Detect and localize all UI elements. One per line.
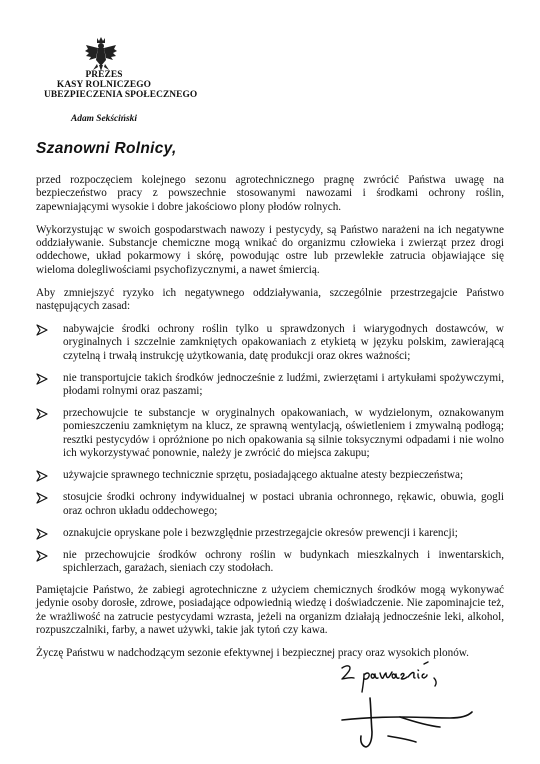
rule-text: stosujcie środki ochrony indywidualnej w postaci ubrania ochronnego, rękawic, obuwia, gogli oraz ochron układu oddechowego; xyxy=(63,491,504,517)
rule-text: nie transportujcie takich środków jednocześnie z ludźmi, zwierzętami i artykułami spożywczymi, płodami rolnymi oraz paszami; xyxy=(63,371,504,398)
arrow-bullet-icon xyxy=(36,324,48,336)
arrow-bullet-icon xyxy=(36,528,48,540)
letterhead xyxy=(44,70,198,126)
eagle-emblem-icon xyxy=(84,36,118,72)
rule-text: oznakujcie opryskane pole i bezwzględnie przestrzegajcie okresów prewencji i karencji; xyxy=(63,526,458,539)
list-item xyxy=(36,491,504,518)
salutation: Szanowni Rolnicy, xyxy=(36,140,177,157)
rule-text: używajcie sprawnego technicznie sprzętu, posiadającego aktualne atesty bezpieczeństwa; xyxy=(63,469,464,482)
list-item xyxy=(36,407,504,461)
list-item xyxy=(36,549,504,576)
letter-body xyxy=(36,174,504,670)
list-item xyxy=(36,323,504,363)
arrow-bullet-icon xyxy=(36,373,48,385)
paragraph-closing: Życzę Państwu w nadchodzącym sezonie efektywnej i bezpiecznej pracy oraz wysokich plonów. xyxy=(36,647,469,660)
paragraph-reminder: Pamiętajcie Państwo, że zabiegi agrotechniczne z użyciem chemicznych środków mogą wykonywać jedynie osoby dorosłe, zdrowe, posiadające odpowiednią wiedzę i doświadczenie. Nie zapominajcie też, że wrażliwość na zatrucie pestycydami wzrasta, jeżeli na organizm działają jednocześnie leki, alkohol, rozpuszczalniki, farby, a nawet używki, takie jak tytoń czy kawa. xyxy=(36,584,504,637)
list-item xyxy=(36,372,504,399)
letterhead-institution-line1: KASY ROLNICZEGO xyxy=(56,80,152,90)
rule-text: nie przechowujcie środków ochrony roślin w budynkach mieszkalnych i inwentarskich, spichlerzach, garażach, sieniach czy stodołach. xyxy=(63,548,504,575)
signature-scribble xyxy=(340,694,500,754)
rules-list xyxy=(36,323,504,576)
paragraph-exposure: Wykorzystując w swoich gospodarstwach nawozy i pestycydy, są Państwo narażeni na ich negatywne oddziaływanie. Substancje chemiczne mogą wnikać do organizmu człowieka i zwierząt przez drogi oddechowe, układ pokarmowy i skórę, powodując ostre lub przewlekłe zatrucia objawiające się wieloma dolegliwościami psychofizycznymi, a nawet śmiercią. xyxy=(36,223,504,276)
rule-text: przechowujcie te substancje w oryginalnych opakowaniach, w wydzielonym, oznakowanym pomieszczeniu zamkniętym na klucz, ze sprawną wentylacją, oświetleniem i zmywalną podłogą; resztki pestycydów i opróżnione po nich opakowania są silnie toksycznymi odpadami i nie wolno ich wykorzystywać ponownie, należy je zwrócić do miejsca zakupu; xyxy=(63,407,504,460)
arrow-bullet-icon xyxy=(36,550,48,562)
letterhead-institution-line2: UBEZPIECZENIA SPOŁECZNEGO xyxy=(44,90,198,100)
arrow-bullet-icon xyxy=(36,492,48,504)
arrow-bullet-icon xyxy=(36,470,48,482)
letterhead-name: Adam Sekściński xyxy=(71,114,137,124)
paragraph-intro: przed rozpoczęciem kolejnego sezonu agrotechnicznego pragnę zwrócić Państwa uwagę na bezpieczeństwo pracy z powszechnie stosowanymi nawozami i środkami ochrony roślin, zapewniającymi wysokie i dobre jakościowo plony płodów rolnych. xyxy=(36,174,504,213)
rule-text: nabywajcie środki ochrony roślin tylko u sprawdzonych i wiarygodnych dostawców, w oryginalnych i szczelnie zamkniętych opakowaniach z etykietą w języku polskim, zawierającą czytelną i trwałą instrukcję użytkowania, datę produkcji oraz okres ważności; xyxy=(63,322,504,362)
arrow-bullet-icon xyxy=(36,408,48,420)
list-item xyxy=(36,527,504,540)
letterhead-title: PREZES xyxy=(85,70,123,80)
paragraph-rules-lead: Aby zmniejszyć ryzyko ich negatywnego oddziaływania, szczególnie przestrzegajcie Państwo następujących zasad: xyxy=(36,286,504,313)
list-item xyxy=(36,469,504,482)
